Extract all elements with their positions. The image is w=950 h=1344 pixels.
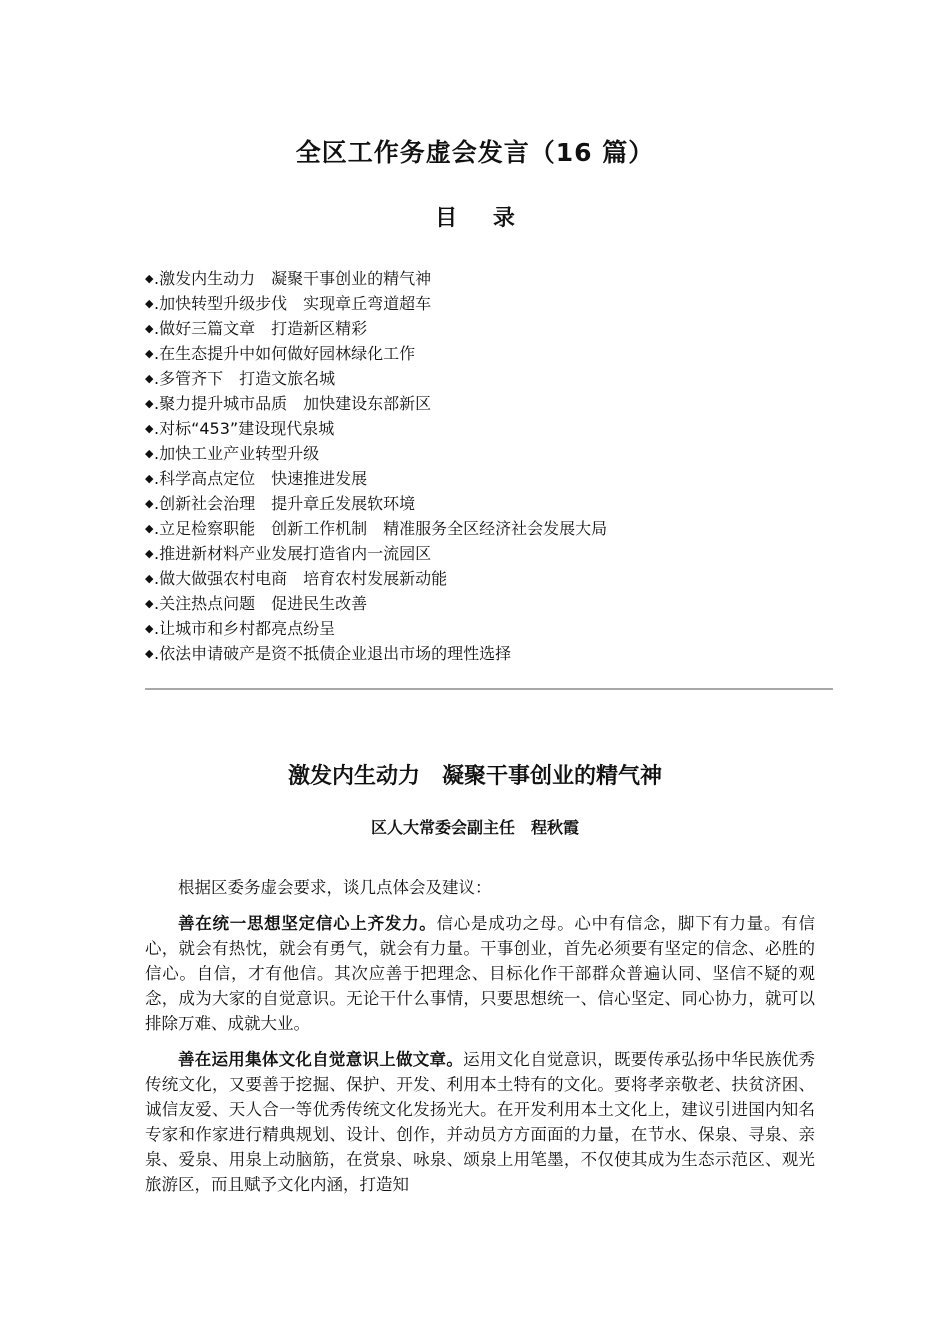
diamond-bullet-icon: ◆ (145, 547, 154, 560)
article-byline: 区人大常委会副主任 程秋霞 (370, 818, 579, 837)
article-intro: 根据区委务虚会要求，谈几点体会及建议： (178, 878, 492, 897)
diamond-bullet-icon: ◆ (145, 597, 154, 610)
toc-item[interactable] (145, 316, 845, 341)
toc-item[interactable] (145, 341, 845, 366)
diamond-bullet-icon: ◆ (145, 372, 154, 385)
toc-item-label: .加快转型升级步伐 实现章丘弯道超车 (154, 294, 432, 313)
toc-item-label: .在生态提升中如何做好园林绿化工作 (154, 344, 416, 363)
article-title: 激发内生动力 凝聚干事创业的精气神 (287, 764, 662, 789)
toc-item-label: .做好三篇文章 打造新区精彩 (154, 319, 368, 338)
toc-item[interactable] (145, 366, 845, 391)
diamond-bullet-icon: ◆ (145, 622, 154, 635)
article-paragraph (145, 911, 815, 1036)
diamond-bullet-icon: ◆ (145, 472, 154, 485)
toc-item[interactable] (145, 416, 845, 441)
toc-item-label: .创新社会治理 提升章丘发展软环境 (154, 494, 416, 513)
toc-item-label: .让城市和乡村都亮点纷呈 (154, 619, 336, 638)
diamond-bullet-icon: ◆ (145, 497, 154, 510)
toc-item-label: .关注热点问题 促进民生改善 (154, 594, 368, 613)
diamond-bullet-icon: ◆ (145, 522, 154, 535)
toc-item[interactable] (145, 616, 845, 641)
diamond-bullet-icon: ◆ (145, 272, 154, 285)
toc-item[interactable] (145, 591, 845, 616)
diamond-bullet-icon: ◆ (145, 647, 154, 660)
toc-item[interactable] (145, 641, 845, 666)
toc-item[interactable] (145, 441, 845, 466)
table-of-contents (145, 266, 845, 666)
diamond-bullet-icon: ◆ (145, 297, 154, 310)
diamond-bullet-icon: ◆ (145, 447, 154, 460)
toc-item[interactable] (145, 266, 845, 291)
diamond-bullet-icon: ◆ (145, 322, 154, 335)
toc-item-label: .立足检察职能 创新工作机制 精准服务全区经济社会发展大局 (154, 519, 608, 538)
toc-item-label: .做大做强农村电商 培育农村发展新动能 (154, 569, 448, 588)
document-title: 全区工作务虚会发言（16 篇） (295, 138, 655, 167)
toc-item-label: .推进新材料产业发展打造省内一流园区 (154, 544, 432, 563)
toc-item[interactable] (145, 516, 845, 541)
toc-heading: 目 录 (435, 206, 529, 231)
toc-item[interactable] (145, 291, 845, 316)
section-divider (145, 688, 833, 690)
article-paragraph (145, 1047, 815, 1197)
paragraph-text: 运用文化自觉意识，既要传承弘扬中华民族优秀传统文化，又要善于挖掘、保护、开发、利用本土特有的文化。要将孝亲敬老、扶贫济困、诚信友爱、天人合一等优秀传统文化发扬光大。在开发利用本土文化上，建议引进国内知名专家和作家进行精典规划、设计、创作，并动员方方面面的力量，在节水、保泉、寻泉、亲泉、爱泉、用泉上动脑筋，在赏泉、咏泉、颂泉上用笔墨，不仅使其成为生态示范区、观光旅游区，而且赋予文化内涵，打造知 (145, 1050, 816, 1194)
diamond-bullet-icon: ◆ (145, 347, 154, 360)
toc-item-label: .聚力提升城市品质 加快建设东部新区 (154, 394, 432, 413)
paragraph-lead: 善在运用集体文化自觉意识上做文章。 (178, 1050, 464, 1069)
toc-item-label: .科学高点定位 快速推进发展 (154, 469, 368, 488)
diamond-bullet-icon: ◆ (145, 397, 154, 410)
paragraph-text: 信心是成功之母。心中有信念，脚下有力量。有信心，就会有热忱，就会有勇气，就会有力量。干事创业，首先必须要有坚定的信念、必胜的信心。自信，才有他信。其次应善于把理念、目标化作干部群众普遍认同、坚信不疑的观念，成为大家的自觉意识。无论干什么事情，只要思想统一、信心坚定、同心协力，就可以排除万难、成就大业。 (145, 914, 816, 1033)
paragraph-lead: 善在统一思想坚定信心上齐发力。 (178, 914, 437, 933)
toc-item[interactable] (145, 566, 845, 591)
diamond-bullet-icon: ◆ (145, 422, 154, 435)
toc-item[interactable] (145, 391, 845, 416)
toc-item-label: .依法申请破产是资不抵债企业退出市场的理性选择 (154, 644, 512, 663)
toc-item-label: .多管齐下 打造文旅名城 (154, 369, 336, 388)
toc-item-label: .对标“453”建设现代泉城 (154, 419, 335, 438)
toc-item[interactable] (145, 466, 845, 491)
toc-item-label: .激发内生动力 凝聚干事创业的精气神 (154, 269, 432, 288)
toc-item[interactable] (145, 541, 845, 566)
toc-item[interactable] (145, 491, 845, 516)
diamond-bullet-icon: ◆ (145, 572, 154, 585)
toc-item-label: .加快工业产业转型升级 (154, 444, 320, 463)
